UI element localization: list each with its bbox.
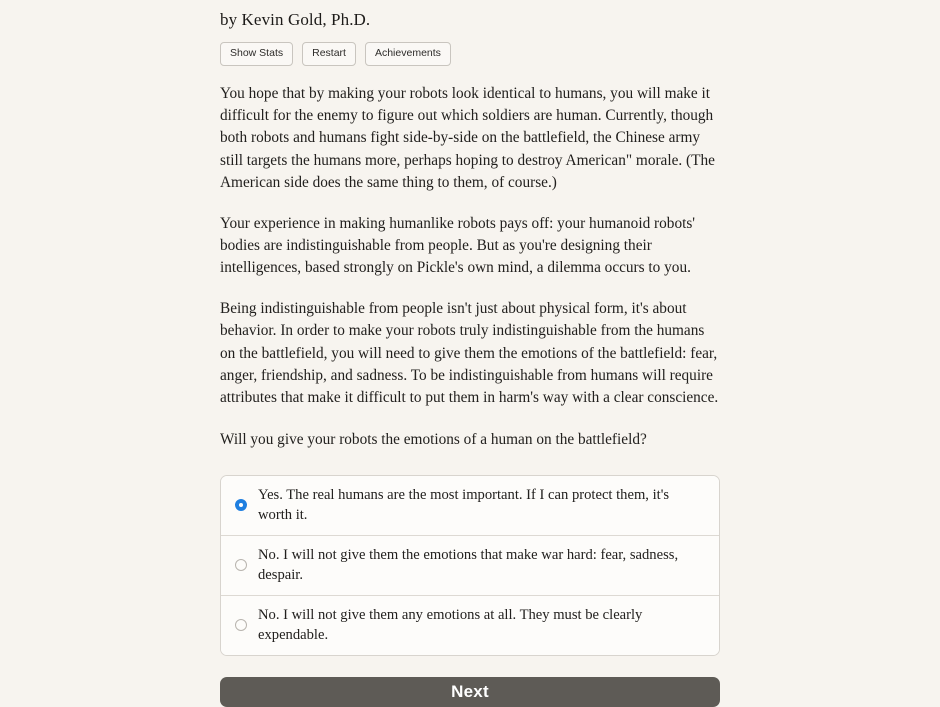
radio-button-icon[interactable]: [235, 499, 247, 511]
content-column: [220, 0, 720, 707]
story-paragraph: Being indistinguishable from people isn't just about physical form, it's about behavior. In order to make your robots truly indistinguishable from the humans on the battlefield, you will need to give them the emotions of the battlefield: fear, anger, friendship, and sadness. To be indistinguishable from humans will require attributes that make it difficult to put them in harm's way with a clear conscience.: [220, 299, 719, 407]
choice-option-label: Yes. The real humans are the most important. If I can protect them, it's worth it.: [258, 487, 670, 524]
game-toolbar: [220, 42, 720, 66]
story-paragraph: You hope that by making your robots look identical to humans, you will make it difficult for the enemy to figure out which soldiers are human. Currently, though both robots and humans fight side-by-side on the battlefield, the Chinese army still targets the humans more, perhaps hoping to destroy American" morale. (The American side does the same thing to them, of course.): [220, 84, 715, 192]
next-button[interactable]: Next: [220, 677, 720, 707]
choice-question: Will you give your robots the emotions of a human on the battlefield?: [220, 430, 647, 448]
choice-option-label: No. I will not give them any emotions at all. They must be clearly expendable.: [258, 607, 643, 644]
story-paragraph: Your experience in making humanlike robots pays off: your humanoid robots' bodies are indistinguishable from people. But as you're designing their intelligences, based strongly on Pickle's own mind, a dilemma occurs to you.: [220, 214, 696, 277]
choice-option-label: No. I will not give them the emotions that make war hard: fear, sadness, despair.: [258, 547, 679, 584]
story-text: [220, 83, 720, 410]
show-stats-button[interactable]: Show Stats: [220, 42, 293, 66]
radio-button-icon[interactable]: [235, 619, 247, 631]
choice-option-1[interactable]: [221, 476, 719, 535]
choice-option-3[interactable]: [221, 595, 719, 655]
radio-button-icon[interactable]: [235, 559, 247, 571]
author-byline: by Kevin Gold, Ph.D.: [220, 10, 371, 29]
choice-option-2[interactable]: [221, 535, 719, 595]
choice-list: [220, 475, 720, 656]
restart-button[interactable]: Restart: [302, 42, 356, 66]
achievements-button[interactable]: Achievements: [365, 42, 451, 66]
